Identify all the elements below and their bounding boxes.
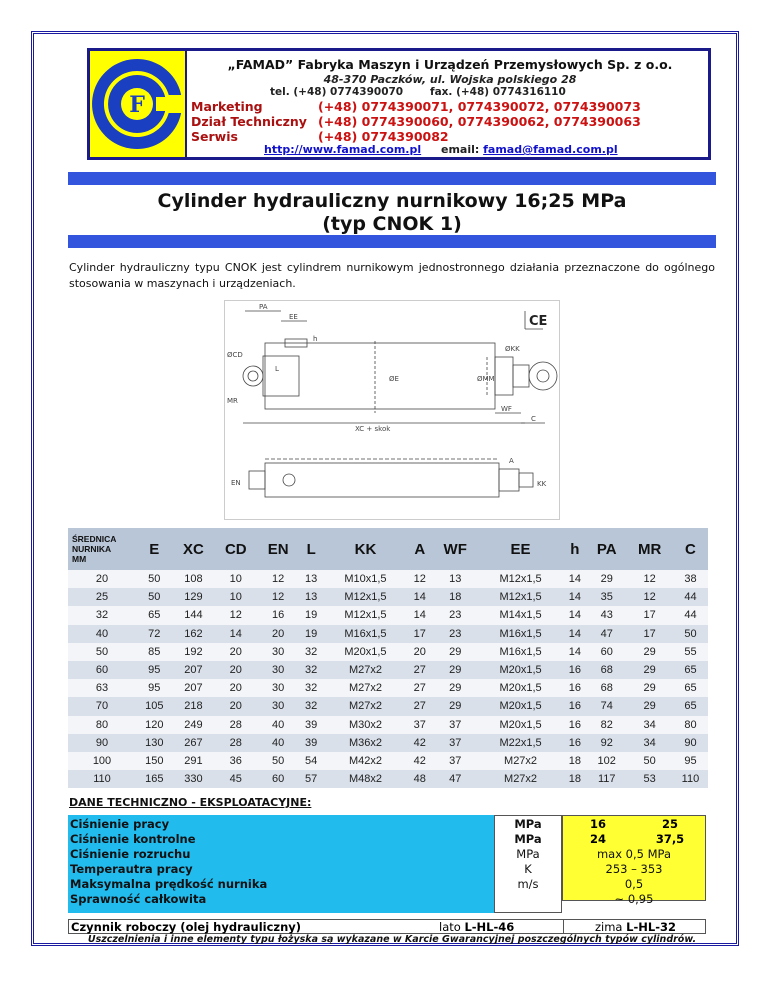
label-wf: WF [501,405,512,413]
table-cell: M16x1,5 [323,625,407,643]
intro-text: Cylinder hydrauliczny typu CNOK jest cylindrem nurnikowym jednostronnego działania przeznaczone do ogólnego stosowania w maszynach i urządzeniach. [69,261,715,290]
table-cell: 95 [673,752,708,770]
website-link[interactable]: http://www.famad.com.pl [264,143,422,156]
header-e: E [136,528,173,570]
table-cell: M10x1,5 [323,570,407,588]
fluid-label: Czynnik roboczy (olej hydrauliczny) [71,920,302,934]
table-cell: 36 [214,752,257,770]
web-email-row [264,143,618,156]
table-cell: 20 [214,661,257,679]
table-cell: 291 [173,752,215,770]
company-header [87,48,711,160]
fluid-row [68,919,706,934]
table-cell: M16x1,5 [478,643,562,661]
table-cell: 18 [432,588,479,606]
table-row [68,625,708,643]
label-e: ØE [389,375,399,383]
table-cell: 20 [257,625,299,643]
table-cell: M12x1,5 [478,588,562,606]
tech-unit: MPa [514,817,542,831]
table-cell: 23 [432,606,479,624]
table-cell: 105 [136,697,173,715]
label-kk-side: KK [537,480,547,488]
tech-value: ~ 0,95 [614,892,654,906]
label-en: EN [231,479,241,487]
table-cell: 32 [299,679,323,697]
table-cell: 40 [257,716,299,734]
table-cell: 12 [257,588,299,606]
table-body [68,570,708,788]
table-cell: 92 [587,734,626,752]
label-pa: PA [259,303,268,311]
table-cell: 37 [408,716,432,734]
header-cd: CD [214,528,257,570]
table-cell: 14 [563,570,587,588]
table-cell: 13 [432,570,479,588]
label-a: A [509,457,514,465]
table-row [68,588,708,606]
table-cell: 25 [68,588,136,606]
table-cell: 17 [626,625,673,643]
table-cell: 10 [214,588,257,606]
table-cell: 65 [136,606,173,624]
table-cell: 110 [68,770,136,788]
table-cell: 16 [257,606,299,624]
logo-letter: F [129,92,145,118]
table-cell: 47 [432,770,479,788]
table-cell: 39 [299,734,323,752]
header-kk: KK [323,528,407,570]
table-cell: 29 [432,661,479,679]
table-cell: 16 [563,679,587,697]
table-cell: 130 [136,734,173,752]
table-cell: 37 [432,752,479,770]
table-row [68,570,708,588]
table-cell: 37 [432,716,479,734]
fluid-winter: zima L-HL-32 [563,920,707,934]
table-cell: M12x1,5 [323,588,407,606]
header-h: h [563,528,587,570]
table-cell: 95 [136,661,173,679]
table-cell: 55 [673,643,708,661]
table-row [68,606,708,624]
table-cell: 10 [214,570,257,588]
table-cell: 65 [673,679,708,697]
table-cell: M20x1,5 [478,679,562,697]
table-row [68,643,708,661]
tech-value: max 0,5 MPa [596,847,672,861]
table-cell: 102 [587,752,626,770]
table-cell: 60 [257,770,299,788]
table-cell: 13 [299,588,323,606]
contact-service: Serwis (+48) 0774390082 [191,129,449,144]
table-cell: 32 [299,661,323,679]
tech-value: 0,5 [624,877,644,891]
table-cell: M20x1,5 [323,643,407,661]
table-cell: 144 [173,606,215,624]
header-a: A [408,528,432,570]
table-row [68,770,708,788]
table-cell: M27x2 [478,770,562,788]
table-cell: 82 [587,716,626,734]
table-cell: 50 [136,570,173,588]
contact-technical: Dział Techniczny (+48) 0774390060, 0774390062, 0774390063 [191,114,641,129]
table-cell: 60 [68,661,136,679]
table-cell: M16x1,5 [478,625,562,643]
table-cell: 28 [214,734,257,752]
table-cell: 17 [626,606,673,624]
table-cell: 100 [68,752,136,770]
tech-value: 253 – 353 [605,862,663,876]
tech-unit: MPa [516,847,540,861]
table-cell: 207 [173,661,215,679]
table-cell: 80 [673,716,708,734]
table-cell: 330 [173,770,215,788]
table-cell: 29 [626,661,673,679]
tech-title: DANE TECHNICZNO - EKSPLOATACYJNE: [69,796,312,809]
table-cell: 207 [173,679,215,697]
table-cell: 29 [626,643,673,661]
tel-fax [270,86,566,98]
table-cell: 50 [136,588,173,606]
label-mm: ØMM [477,375,495,383]
blue-bar-top [68,172,716,185]
table-cell: 28 [214,716,257,734]
table-cell: 249 [173,716,215,734]
label-c: C [531,415,536,423]
table-cell: 95 [136,679,173,697]
table-cell: 39 [299,716,323,734]
table-cell: 16 [563,697,587,715]
table-cell: M22x1,5 [478,734,562,752]
table-cell: 16 [563,734,587,752]
table-cell: 12 [626,588,673,606]
table-cell: 12 [408,570,432,588]
table-cell: 162 [173,625,215,643]
famad-logo [90,51,187,157]
table-cell: M27x2 [323,679,407,697]
tech-label: Temperautra pracy [70,862,193,876]
table-cell: 68 [587,661,626,679]
dimensions-table [68,528,708,788]
table-row [68,734,708,752]
table-cell: 35 [587,588,626,606]
table-cell: 18 [563,770,587,788]
table-cell: 12 [257,570,299,588]
tech-data-block [68,815,716,932]
table-cell: 19 [299,606,323,624]
table-cell: 63 [68,679,136,697]
tech-unit: K [524,862,532,876]
table-cell: 16 [563,716,587,734]
table-cell: 108 [173,570,215,588]
table-header-row [68,528,708,570]
table-cell: 74 [587,697,626,715]
table-cell: 43 [587,606,626,624]
table-cell: 218 [173,697,215,715]
table-cell: 14 [563,588,587,606]
tech-label: Ciśnienie rozruchu [70,847,191,861]
table-cell: 30 [257,679,299,697]
table-cell: 32 [68,606,136,624]
table-cell: 23 [432,625,479,643]
table-cell: 34 [626,716,673,734]
table-cell: M30x2 [323,716,407,734]
table-cell: 29 [626,697,673,715]
label-cd: ØCD [227,351,243,359]
table-cell: M14x1,5 [478,606,562,624]
table-cell: 50 [626,752,673,770]
table-cell: 29 [432,679,479,697]
label-mr: MR [227,397,238,405]
tech-value-16: 24 [589,832,606,846]
table-cell: 34 [626,734,673,752]
company-address: 48-370 Paczków, ul. Wojska polskiego 28 [323,73,577,86]
table-cell: 72 [136,625,173,643]
table-cell: 29 [432,643,479,661]
table-cell: 267 [173,734,215,752]
email-label: email: [440,143,480,156]
cylinder-drawing [224,300,560,520]
table-cell: 40 [257,734,299,752]
table-cell: 50 [68,643,136,661]
table-cell: 30 [257,661,299,679]
table-cell: M48x2 [323,770,407,788]
table-cell: 20 [214,643,257,661]
table-cell: M20x1,5 [478,697,562,715]
table-cell: 14 [408,606,432,624]
label-xc: XC + skok [355,425,391,433]
contact-marketing: Marketing (+48) 0774390071, 0774390072, 0774390073 [191,99,641,114]
table-cell: 44 [673,588,708,606]
table-cell: 80 [68,716,136,734]
table-cell: M27x2 [323,661,407,679]
table-cell: 90 [673,734,708,752]
table-cell: 12 [214,606,257,624]
table-cell: 48 [408,770,432,788]
table-cell: M36x2 [323,734,407,752]
table-cell: 13 [299,570,323,588]
table-cell: 20 [214,679,257,697]
table-row [68,679,708,697]
table-cell: 42 [408,752,432,770]
table-row [68,716,708,734]
tech-value-25: 25 [661,817,678,831]
table-cell: 65 [673,697,708,715]
table-row [68,661,708,679]
tech-label: Ciśnienie kontrolne [70,832,196,846]
tech-label: Maksymalna prędkość nurnika [70,877,268,891]
table-cell: 20 [408,643,432,661]
table-cell: 16 [563,661,587,679]
table-cell: 14 [214,625,257,643]
table-cell: 150 [136,752,173,770]
table-cell: 20 [214,697,257,715]
table-cell: 117 [587,770,626,788]
tech-label: Ciśnienie pracy [70,817,170,831]
table-cell: 45 [214,770,257,788]
header-ee: EE [478,528,562,570]
table-cell: 27 [408,661,432,679]
table-row [68,752,708,770]
tech-unit: m/s [517,877,539,891]
header-xc: XC [173,528,215,570]
table-cell: 129 [173,588,215,606]
table-cell: 110 [673,770,708,788]
table-cell: 47 [587,625,626,643]
table-cell: 14 [408,588,432,606]
tech-label: Sprawność całkowita [70,892,207,906]
table-cell: 29 [587,570,626,588]
label-l: L [275,365,279,373]
table-cell: 57 [299,770,323,788]
table-cell: 27 [408,679,432,697]
table-cell: 60 [587,643,626,661]
table-cell: M27x2 [323,697,407,715]
table-cell: 30 [257,697,299,715]
table-cell: 42 [408,734,432,752]
tech-unit: MPa [514,832,542,846]
footer-note: Uszczelnienia i inne elementy typu łożyska są wykazane w Karcie Gwarancyjnej poszczególnych typów cylindrów. [87,934,697,945]
table-cell: 165 [136,770,173,788]
table-cell: 53 [626,770,673,788]
table-cell: 30 [257,643,299,661]
table-cell: 40 [68,625,136,643]
table-cell: 14 [563,625,587,643]
table-cell: M27x2 [478,752,562,770]
page-title: Cylinder hydrauliczny nurnikowy 16;25 MPa (typ CNOK 1) [157,190,627,235]
header-c: C [673,528,708,570]
header-pa: PA [587,528,626,570]
label-kk-top: ØKK [505,345,520,353]
header-wf: WF [432,528,479,570]
table-cell: 37 [432,734,479,752]
table-cell: 90 [68,734,136,752]
ce-mark: CE [529,314,548,329]
table-cell: 50 [673,625,708,643]
tech-value-25: 37,5 [655,832,685,846]
table-cell: 19 [299,625,323,643]
email-link[interactable]: famad@famad.com.pl [483,143,618,156]
table-cell: 18 [563,752,587,770]
tech-value-16: 16 [589,817,606,831]
table-cell: M20x1,5 [478,716,562,734]
header-l: L [299,528,323,570]
table-cell: 68 [587,679,626,697]
table-cell: 44 [673,606,708,624]
table-cell: 27 [408,697,432,715]
table-cell: M12x1,5 [478,570,562,588]
table-cell: 12 [626,570,673,588]
fluid-summer: lato L-HL-46 [439,920,515,934]
company-name: „FAMAD” Fabryka Maszyn i Urządzeń Przemysłowych Sp. z o.o. [227,57,673,72]
table-cell: 50 [257,752,299,770]
table-cell: 65 [673,661,708,679]
header-mr: MR [626,528,673,570]
table-cell: 14 [563,643,587,661]
table-cell: 38 [673,570,708,588]
table-cell: 29 [626,679,673,697]
table-row [68,697,708,715]
blue-bar-bottom [68,235,716,248]
table-cell: 17 [408,625,432,643]
table-cell: 85 [136,643,173,661]
table-cell: M12x1,5 [323,606,407,624]
table-cell: 192 [173,643,215,661]
table-cell: 20 [68,570,136,588]
table-cell: 29 [432,697,479,715]
label-ee: EE [289,313,298,321]
table-cell: 14 [563,606,587,624]
table-cell: M20x1,5 [478,661,562,679]
header-diameter: ŚREDNICA NURNIKA MM [68,528,136,570]
table-cell: M42x2 [323,752,407,770]
table-cell: 70 [68,697,136,715]
tel: tel. (+48) 0774390070 [270,86,404,98]
fax: fax. (+48) 0774316110 [430,86,566,98]
label-h: h [313,335,318,343]
header-en: EN [257,528,299,570]
table-cell: 32 [299,697,323,715]
table-cell: 54 [299,752,323,770]
table-cell: 120 [136,716,173,734]
table-cell: 32 [299,643,323,661]
